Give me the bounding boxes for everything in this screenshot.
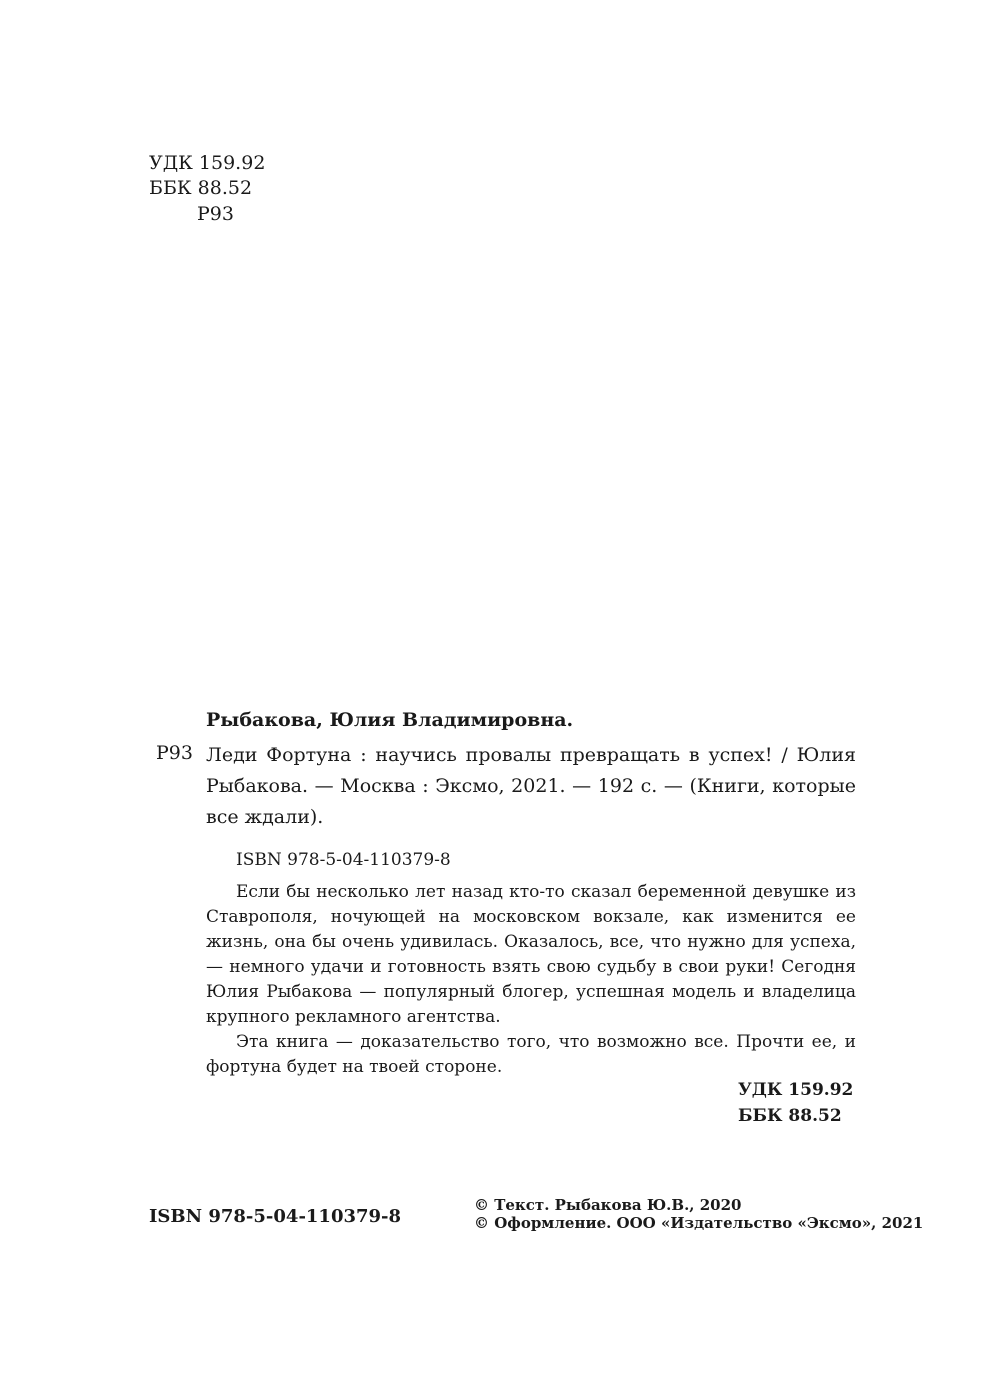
author-heading: Рыбакова, Юлия Владимировна. xyxy=(206,709,574,731)
classification-udk: УДК 159.92 xyxy=(738,1080,854,1100)
annotation xyxy=(206,880,856,1080)
bibliography-author-code: Р93 xyxy=(156,742,193,764)
annotation-paragraph: Эта книга — доказательство того, что возможно все. Прочти ее, и фортуна будет на твоей стороне. xyxy=(206,1032,856,1077)
footer-isbn: ISBN 978-5-04-110379-8 xyxy=(149,1206,402,1227)
classification-bbk: ББК 88.52 xyxy=(738,1106,842,1126)
annotation-paragraph: Если бы несколько лет назад кто-то сказал беременной девушке из Ставрополя, ночующей на московском вокзале, как изменится ее жизнь, она бы очень удивилась. Оказалось, все, что нужно для успеха, — немного удачи и готовность взять свою судьбу в свои руки! Сегодня Юлия Рыбакова — популярный блогер, успешная модель и владелица крупного рекламного агентства. xyxy=(206,882,856,1027)
copyright-text: © Текст. Рыбакова Ю.В., 2020 xyxy=(474,1196,742,1214)
copyright-design: © Оформление. ООО «Издательство «Эксмо», 2021 xyxy=(474,1214,924,1232)
top-author-code: Р93 xyxy=(197,203,234,225)
top-udk-code: УДК 159.92 xyxy=(149,152,266,174)
bibliography-description: Леди Фортуна : научись провалы превращать в успех! / Юлия Рыбакова. — Москва : Эксмо, 2021. — 192 с. — (Книги, которые все ждали). xyxy=(206,744,856,828)
top-bbk-code: ББК 88.52 xyxy=(149,177,253,199)
bibliography-isbn: ISBN 978-5-04-110379-8 xyxy=(236,850,451,870)
